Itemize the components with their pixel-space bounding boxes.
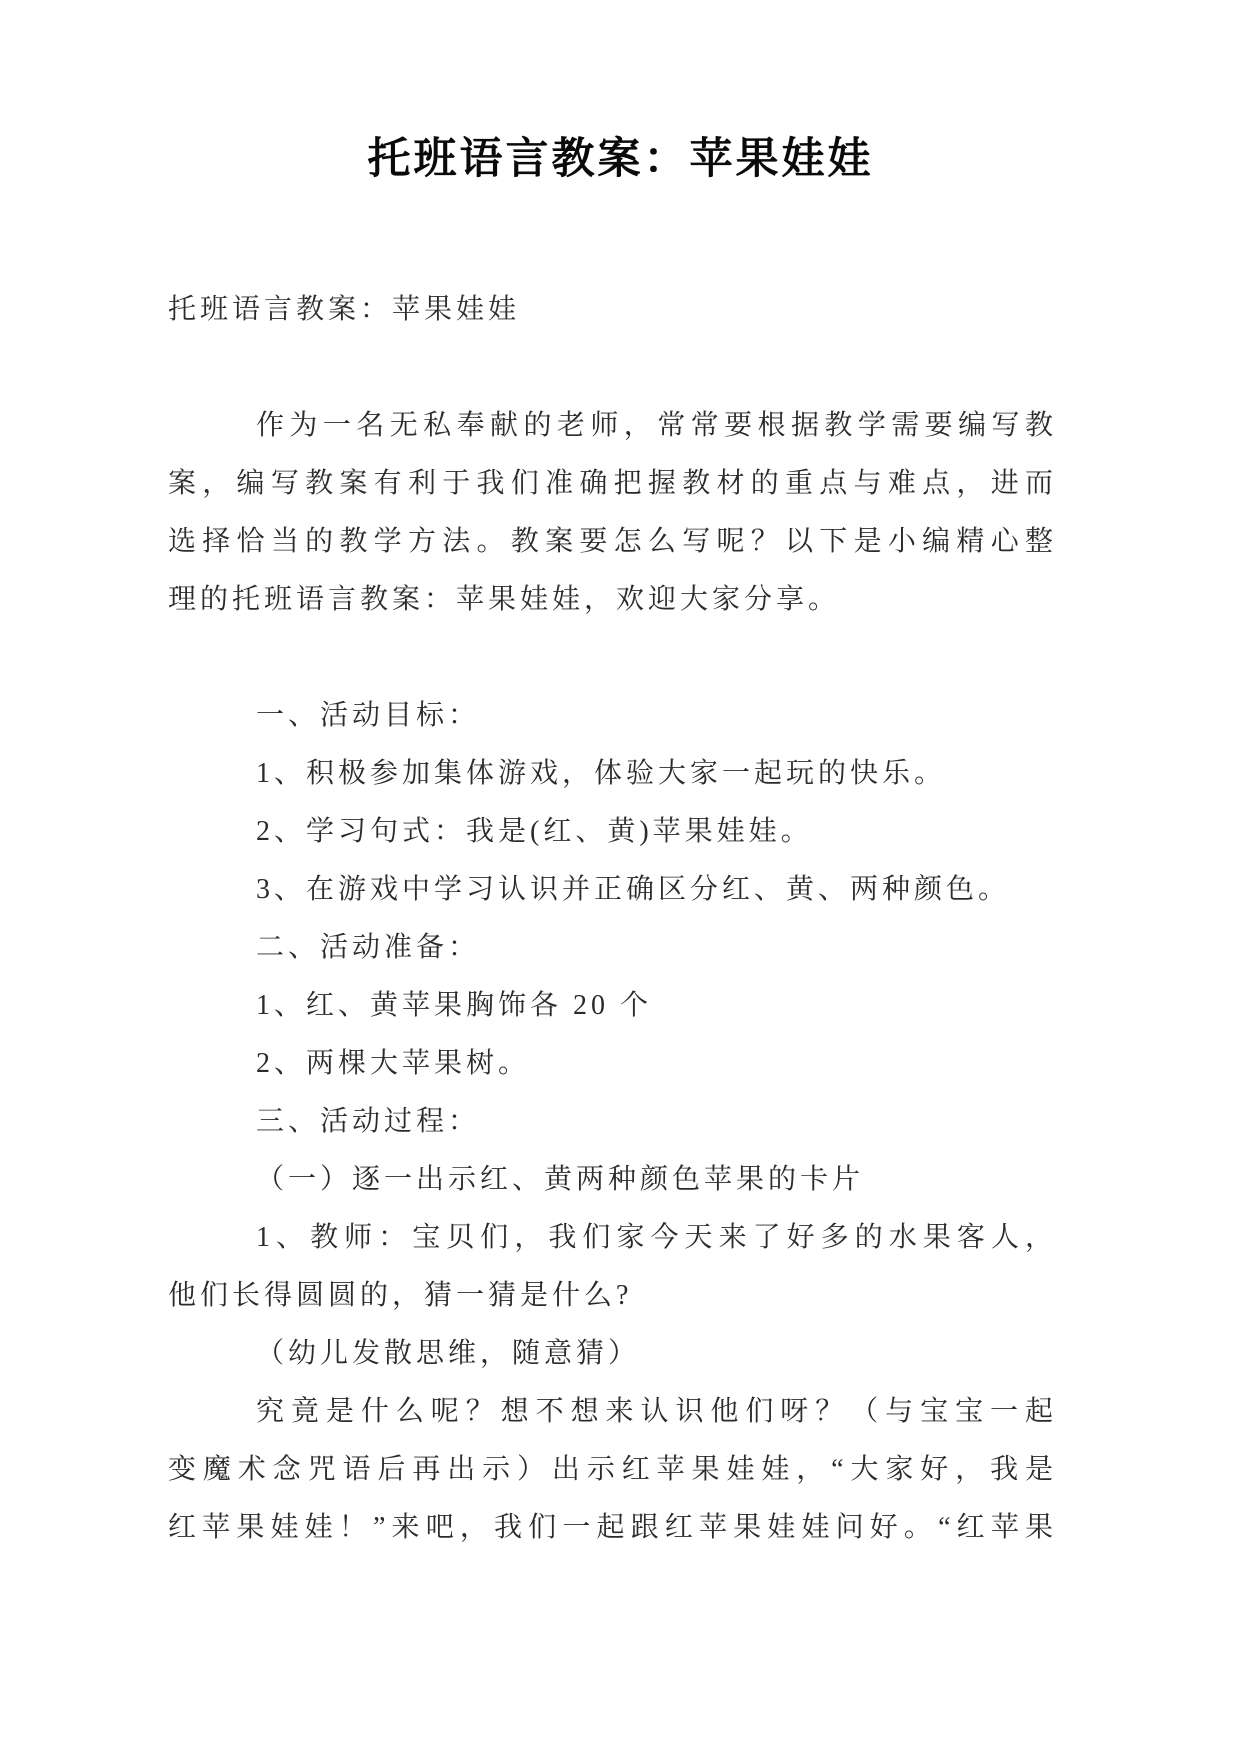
document-title: 托班语言教案：苹果娃娃 [367,136,874,183]
subtitle-line: 托班语言教案：苹果娃娃 [168,294,521,325]
note-line: （幼儿发散思维，随意猜） [256,1338,641,1369]
sub-section-line: （一）逐一出示红、黄两种颜色苹果的卡片 [256,1164,865,1195]
section-heading-line: 三、活动过程： [256,1106,481,1137]
list-item-line: 1、积极参加集体游戏，体验大家一起玩的快乐。 [256,758,947,789]
list-item-line: 2、两棵大苹果树。 [256,1048,531,1079]
paragraph-line: 红苹果娃娃！”来吧，我们一起跟红苹果娃娃问好。“红苹果 [168,1512,1057,1543]
document-body [168,281,1057,1557]
blank-line [168,339,1057,397]
list-item-line: 2、学习句式：我是(红、黄)苹果娃娃。 [256,816,813,847]
paragraph-line: 究竟是什么呢？想不想来认识他们呀？（与宝宝一起 [256,1396,1057,1427]
paragraph-line: 案，编写教案有利于我们准确把握教材的重点与难点，进而 [168,468,1057,499]
paragraph-line: 作为一名无私奉献的老师，常常要根据教学需要编写教 [256,410,1057,441]
blank-line [168,629,1057,687]
list-item-line: 1、红、黄苹果胸饰各 20 个 [256,990,653,1021]
paragraph-line: 理的托班语言教案：苹果娃娃，欢迎大家分享。 [168,584,841,615]
section-heading-line: 一、活动目标： [256,700,481,731]
paragraph-line: 1、教师：宝贝们，我们家今天来了好多的水果客人， [256,1222,1057,1253]
paragraph-line: 选择恰当的教学方法。教案要怎么写呢？以下是小编精心整 [168,526,1057,557]
paragraph-line: 变魔术念咒语后再出示）出示红苹果娃娃，“大家好，我是 [168,1454,1057,1485]
section-heading-line: 二、活动准备： [256,932,481,963]
paragraph-line: 他们长得圆圆的，猜一猜是什么? [168,1280,633,1311]
list-item-line: 3、在游戏中学习认识并正确区分红、黄、两种颜色。 [256,874,1011,905]
